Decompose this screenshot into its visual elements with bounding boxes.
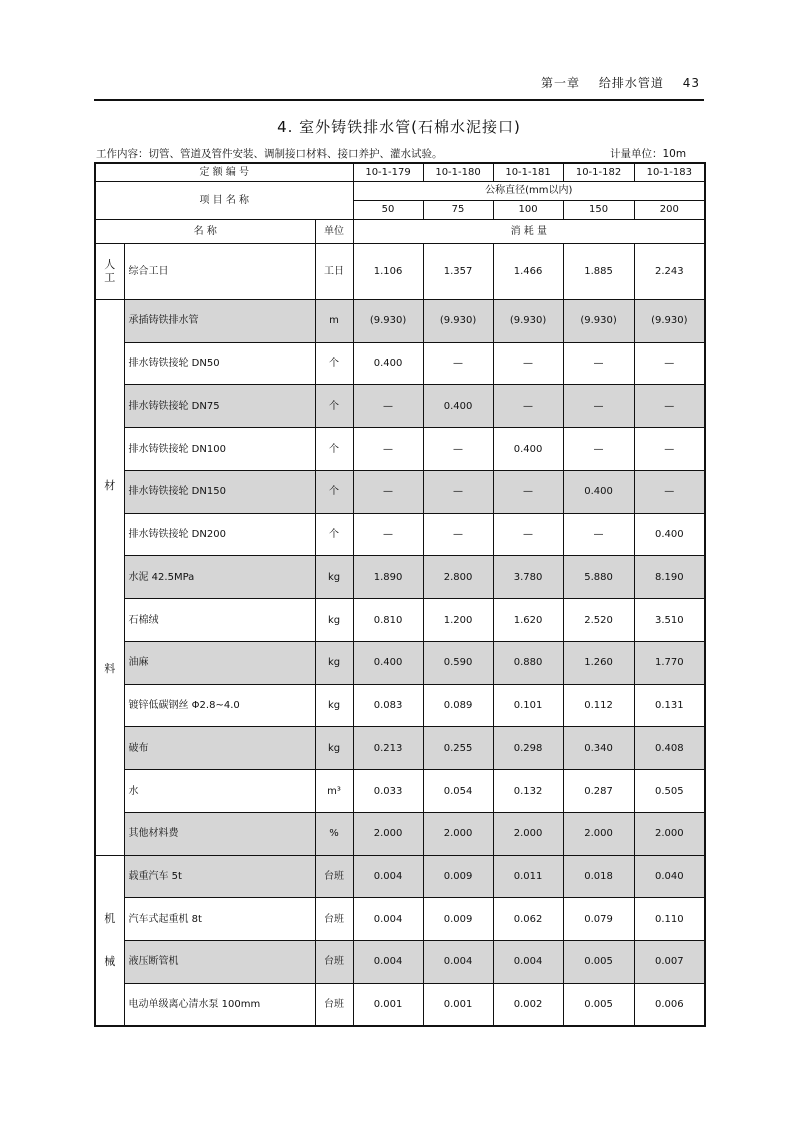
value-cell: (9.930) xyxy=(423,299,493,342)
name-column-header: 名 称 xyxy=(95,219,315,243)
diameter-cell: 100 xyxy=(493,200,563,219)
item-unit: 台班 xyxy=(315,898,353,941)
value-cell: 1.890 xyxy=(353,556,423,599)
value-cell: — xyxy=(423,470,493,513)
value-cell: 0.004 xyxy=(353,855,423,898)
page-number: 43 xyxy=(682,76,700,90)
item-unit: kg xyxy=(315,727,353,770)
value-cell: — xyxy=(563,428,634,471)
value-cell: 0.132 xyxy=(493,770,563,813)
value-cell: (9.930) xyxy=(634,299,705,342)
value-cell: 0.001 xyxy=(423,983,493,1026)
value-cell: 0.004 xyxy=(353,941,423,984)
value-cell: — xyxy=(634,342,705,385)
item-name: 油麻 xyxy=(124,641,315,684)
value-cell: 3.780 xyxy=(493,556,563,599)
value-cell: 0.340 xyxy=(563,727,634,770)
value-cell: 0.001 xyxy=(353,983,423,1026)
quota-code-row xyxy=(95,163,705,181)
item-unit: 个 xyxy=(315,385,353,428)
value-cell: 2.000 xyxy=(493,812,563,855)
value-cell: 1.770 xyxy=(634,641,705,684)
value-cell: — xyxy=(493,513,563,556)
chapter-label: 第一章 xyxy=(541,76,581,90)
code-cell: 10-1-182 xyxy=(563,163,634,181)
item-name: 石棉绒 xyxy=(124,599,315,642)
material-row xyxy=(95,812,705,855)
value-cell: 0.079 xyxy=(563,898,634,941)
item-name: 排水铸铁接轮 DN100 xyxy=(124,428,315,471)
item-name: 电动单级离心清水泵 100mm xyxy=(124,983,315,1026)
item-unit: kg xyxy=(315,684,353,727)
value-cell: — xyxy=(563,342,634,385)
material-row xyxy=(95,770,705,813)
item-unit: % xyxy=(315,812,353,855)
value-cell: 1.200 xyxy=(423,599,493,642)
value-cell: 0.007 xyxy=(634,941,705,984)
value-cell: 0.083 xyxy=(353,684,423,727)
section-label: 给排水管道 xyxy=(598,76,664,90)
value-cell: (9.930) xyxy=(493,299,563,342)
item-name: 破布 xyxy=(124,727,315,770)
value-cell: 0.400 xyxy=(634,513,705,556)
value-cell: 0.002 xyxy=(493,983,563,1026)
item-unit: kg xyxy=(315,556,353,599)
value-cell: 0.810 xyxy=(353,599,423,642)
value-cell: 2.520 xyxy=(563,599,634,642)
item-name: 镀锌低碳钢丝 Φ2.8~4.0 xyxy=(124,684,315,727)
value-cell: 2.800 xyxy=(423,556,493,599)
machine-row xyxy=(95,855,705,898)
value-cell: 2.000 xyxy=(423,812,493,855)
consumption-header: 消 耗 量 xyxy=(353,219,705,243)
item-unit: m³ xyxy=(315,770,353,813)
value-cell: — xyxy=(353,385,423,428)
item-unit: 台班 xyxy=(315,941,353,984)
item-name-label: 项 目 名 称 xyxy=(95,181,353,219)
value-cell: — xyxy=(353,470,423,513)
diameter-cell: 75 xyxy=(423,200,493,219)
material-row xyxy=(95,599,705,642)
value-cell: 0.004 xyxy=(423,941,493,984)
item-unit: 个 xyxy=(315,470,353,513)
material-row xyxy=(95,641,705,684)
diameter-label: 公称直径(mm以内) xyxy=(353,181,705,200)
page-title: 4. 室外铸铁排水管(石棉水泥接口) xyxy=(277,118,521,136)
material-row xyxy=(95,428,705,471)
item-name: 汽车式起重机 8t xyxy=(124,898,315,941)
value-cell: — xyxy=(423,513,493,556)
value-cell: 0.006 xyxy=(634,983,705,1026)
value-cell: 0.033 xyxy=(353,770,423,813)
value-cell: 0.400 xyxy=(493,428,563,471)
value-cell: — xyxy=(493,342,563,385)
diameter-cell: 150 xyxy=(563,200,634,219)
machine-row xyxy=(95,941,705,984)
value-cell: — xyxy=(353,428,423,471)
item-name: 水 xyxy=(124,770,315,813)
value-cell: — xyxy=(423,428,493,471)
work-content: 工作内容：切管、管道及管件安装、调制接口材料、接口养护、灌水试验。 xyxy=(96,148,443,160)
value-cell: 0.110 xyxy=(634,898,705,941)
value-cell: 2.000 xyxy=(563,812,634,855)
value-cell: 0.400 xyxy=(563,470,634,513)
item-unit: kg xyxy=(315,599,353,642)
value-cell: 0.408 xyxy=(634,727,705,770)
value-cell: 0.400 xyxy=(353,342,423,385)
value-cell: 8.190 xyxy=(634,556,705,599)
value-cell: 0.255 xyxy=(423,727,493,770)
value-cell: — xyxy=(634,470,705,513)
material-row xyxy=(95,684,705,727)
value-cell: — xyxy=(563,513,634,556)
material-category xyxy=(95,299,124,855)
value-cell: 0.400 xyxy=(423,385,493,428)
item-name: 排水铸铁接轮 DN150 xyxy=(124,470,315,513)
diameter-cell: 200 xyxy=(634,200,705,219)
diameter-label-row xyxy=(95,181,705,200)
value-cell: 2.000 xyxy=(634,812,705,855)
item-unit: 工日 xyxy=(315,243,353,299)
material-row xyxy=(95,727,705,770)
value-cell: 0.009 xyxy=(423,898,493,941)
value-cell: 0.062 xyxy=(493,898,563,941)
value-cell: 0.040 xyxy=(634,855,705,898)
item-unit: 台班 xyxy=(315,855,353,898)
item-unit: 个 xyxy=(315,428,353,471)
item-name: 排水铸铁接轮 DN200 xyxy=(124,513,315,556)
value-cell: 0.101 xyxy=(493,684,563,727)
material-category-char-2: 料 xyxy=(104,662,116,676)
material-row xyxy=(95,470,705,513)
value-cell: — xyxy=(423,342,493,385)
value-cell: 0.131 xyxy=(634,684,705,727)
value-cell: 0.505 xyxy=(634,770,705,813)
value-cell: 0.009 xyxy=(423,855,493,898)
value-cell: 1.357 xyxy=(423,243,493,299)
machine-category-char-1: 机 xyxy=(104,911,116,925)
item-name: 其他材料费 xyxy=(124,812,315,855)
value-cell: — xyxy=(634,428,705,471)
machine-category-char-2: 械 xyxy=(104,955,116,969)
material-row xyxy=(95,299,705,342)
machine-row xyxy=(95,983,705,1026)
value-cell: (9.930) xyxy=(353,299,423,342)
value-cell: 0.004 xyxy=(493,941,563,984)
value-cell: 0.880 xyxy=(493,641,563,684)
item-name: 排水铸铁接轮 DN50 xyxy=(124,342,315,385)
value-cell: — xyxy=(563,385,634,428)
value-cell: — xyxy=(493,385,563,428)
value-cell: 0.400 xyxy=(353,641,423,684)
value-cell: 1.466 xyxy=(493,243,563,299)
item-name: 承插铸铁排水管 xyxy=(124,299,315,342)
code-cell: 10-1-183 xyxy=(634,163,705,181)
running-header xyxy=(527,74,700,91)
value-cell: 0.089 xyxy=(423,684,493,727)
value-cell: 0.287 xyxy=(563,770,634,813)
value-cell: 5.880 xyxy=(563,556,634,599)
quota-code-label: 定 额 编 号 xyxy=(95,163,353,181)
unit-note: 计量单位：10m xyxy=(610,148,687,160)
value-cell: 2.000 xyxy=(353,812,423,855)
code-cell: 10-1-180 xyxy=(423,163,493,181)
value-cell: 1.620 xyxy=(493,599,563,642)
labor-category-char-1: 人 xyxy=(104,257,116,271)
material-row xyxy=(95,385,705,428)
column-header-row xyxy=(95,219,705,243)
value-cell: 0.590 xyxy=(423,641,493,684)
machine-row xyxy=(95,898,705,941)
value-cell: 1.885 xyxy=(563,243,634,299)
value-cell: — xyxy=(493,470,563,513)
value-cell: 3.510 xyxy=(634,599,705,642)
diameter-cell: 50 xyxy=(353,200,423,219)
item-unit: m xyxy=(315,299,353,342)
item-unit: 个 xyxy=(315,513,353,556)
quota-table xyxy=(94,162,706,1027)
material-row xyxy=(95,513,705,556)
value-cell: 0.004 xyxy=(353,898,423,941)
value-cell: 0.112 xyxy=(563,684,634,727)
code-cell: 10-1-181 xyxy=(493,163,563,181)
labor-category xyxy=(95,243,124,299)
machine-category xyxy=(95,855,124,1026)
item-unit: 台班 xyxy=(315,983,353,1026)
value-cell: 0.054 xyxy=(423,770,493,813)
value-cell: 0.011 xyxy=(493,855,563,898)
item-name: 载重汽车 5t xyxy=(124,855,315,898)
material-row xyxy=(95,342,705,385)
item-unit: 个 xyxy=(315,342,353,385)
value-cell: 1.260 xyxy=(563,641,634,684)
header-rule xyxy=(94,99,704,101)
material-row xyxy=(95,556,705,599)
labor-row xyxy=(95,243,705,299)
item-name: 排水铸铁接轮 DN75 xyxy=(124,385,315,428)
item-name: 液压断管机 xyxy=(124,941,315,984)
item-name: 水泥 42.5MPa xyxy=(124,556,315,599)
code-cell: 10-1-179 xyxy=(353,163,423,181)
unit-column-header: 单位 xyxy=(315,219,353,243)
value-cell: 0.005 xyxy=(563,983,634,1026)
value-cell: 0.005 xyxy=(563,941,634,984)
material-category-char-1: 材 xyxy=(104,478,116,492)
value-cell: 2.243 xyxy=(634,243,705,299)
value-cell: — xyxy=(353,513,423,556)
labor-category-char-2: 工 xyxy=(104,271,116,285)
item-unit: kg xyxy=(315,641,353,684)
value-cell: (9.930) xyxy=(563,299,634,342)
value-cell: — xyxy=(634,385,705,428)
value-cell: 0.213 xyxy=(353,727,423,770)
value-cell: 1.106 xyxy=(353,243,423,299)
value-cell: 0.298 xyxy=(493,727,563,770)
item-name: 综合工日 xyxy=(124,243,315,299)
value-cell: 0.018 xyxy=(563,855,634,898)
